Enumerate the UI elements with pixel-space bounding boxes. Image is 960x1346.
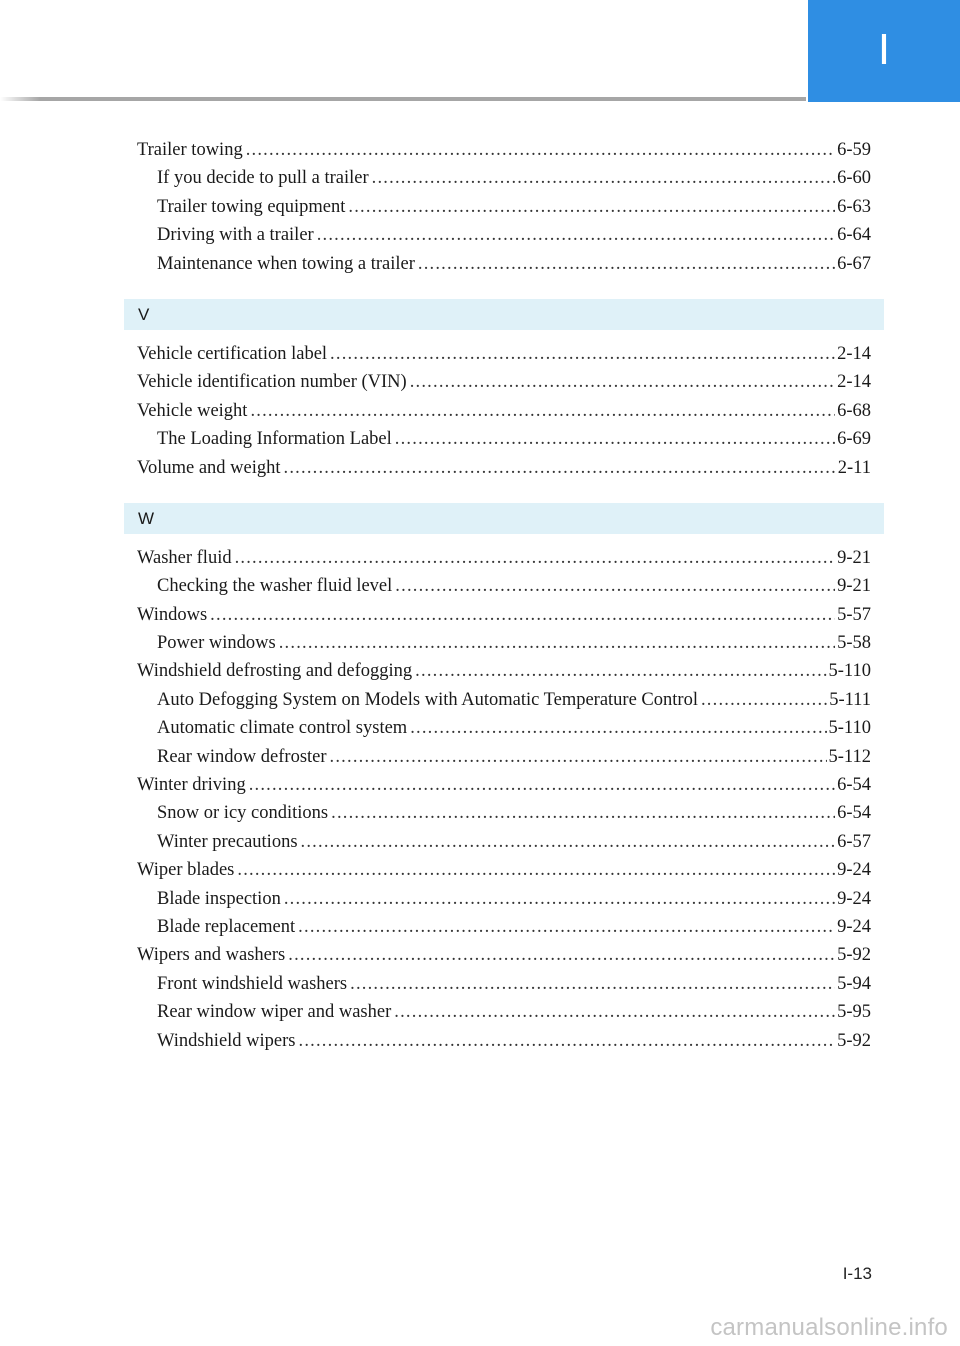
dot-leader [395, 576, 835, 597]
entry-label: Vehicle certification label [137, 343, 328, 364]
entry-page-ref: 6-57 [837, 831, 871, 852]
dot-leader [317, 225, 835, 246]
entry-label: Winter driving [137, 775, 246, 796]
dot-leader [246, 140, 835, 161]
dot-leader [284, 889, 835, 910]
index-subentry [137, 633, 871, 661]
entry-page-ref: 6-68 [837, 400, 871, 421]
entry-label: Washer fluid [137, 547, 232, 568]
entry-page-ref: 5-58 [837, 633, 871, 654]
dot-leader [415, 661, 826, 682]
header-rule-fade [0, 97, 40, 101]
entry-page-ref: 5-110 [828, 718, 871, 739]
section-heading-v: V [124, 299, 884, 330]
index-entry [137, 344, 871, 372]
index-entry [137, 945, 871, 973]
entry-page-ref: 5-57 [837, 604, 871, 625]
entry-page-ref: 6-64 [837, 225, 871, 246]
index-subentry [137, 429, 871, 457]
header-rule [0, 97, 806, 101]
entry-page-ref: 6-69 [837, 429, 871, 450]
dot-leader [301, 832, 836, 853]
entry-page-ref: 6-60 [837, 168, 871, 189]
dot-leader [250, 401, 835, 422]
entry-label: Vehicle identification number (VIN) [137, 372, 407, 393]
dot-leader [284, 458, 836, 479]
index-entry [137, 661, 871, 689]
entry-label: Wipers and washers [137, 945, 286, 966]
entry-label: Snow or icy conditions [157, 803, 329, 824]
entry-page-ref: 6-54 [837, 803, 871, 824]
index-entry [137, 401, 871, 429]
entry-label: Blade replacement [157, 916, 296, 937]
index-entry [137, 372, 871, 400]
entry-page-ref: 5-94 [837, 973, 871, 994]
entry-page-ref: 5-110 [828, 661, 871, 682]
dot-leader [372, 168, 835, 189]
index-subentry [137, 197, 871, 225]
entry-label: Maintenance when towing a trailer [157, 253, 415, 274]
entry-label: Windshield wipers [157, 1030, 296, 1051]
entry-page-ref: 9-21 [837, 547, 871, 568]
index-subentry [137, 974, 871, 1002]
index-entry [137, 775, 871, 803]
index-list [137, 140, 871, 1059]
dot-leader [288, 945, 835, 966]
entry-page-ref: 9-21 [837, 576, 871, 597]
index-subentry [137, 254, 871, 282]
dot-leader [410, 718, 826, 739]
entry-page-ref: 5-92 [837, 1030, 871, 1051]
entry-page-ref: 6-67 [837, 253, 871, 274]
entry-label: Automatic climate control system [157, 718, 408, 739]
entry-label: Volume and weight [137, 457, 281, 478]
entry-page-ref: 2-14 [837, 372, 871, 393]
entry-label: Wiper blades [137, 860, 235, 881]
index-entry [137, 605, 871, 633]
dot-leader [298, 917, 835, 938]
chapter-tab [808, 0, 960, 102]
dot-leader [395, 429, 835, 450]
dot-leader [350, 974, 835, 995]
dot-leader [249, 775, 835, 796]
entry-label: Front windshield washers [157, 973, 348, 994]
dot-leader [701, 690, 827, 711]
entry-page-ref: 9-24 [837, 860, 871, 881]
entry-page-ref: 5-95 [837, 1002, 871, 1023]
entry-label: The Loading Information Label [157, 429, 392, 450]
page-number: I-13 [842, 1264, 872, 1283]
entry-page-ref: 5-112 [828, 746, 871, 767]
entry-page-ref: 5-92 [837, 945, 871, 966]
index-subentry [137, 718, 871, 746]
section-heading-w: W [124, 503, 884, 534]
entry-page-ref: 2-14 [837, 343, 871, 364]
entry-label: Windshield defrosting and defogging [137, 661, 413, 682]
entry-page-ref: 5-111 [829, 689, 871, 710]
index-subentry [137, 690, 871, 718]
index-subentry [137, 1031, 871, 1059]
entry-label: Windows [137, 604, 208, 625]
dot-leader [235, 548, 836, 569]
entry-label: Auto Defogging System on Models with Automatic Temperature Control [157, 689, 698, 710]
entry-page-ref: 6-54 [837, 775, 871, 796]
dot-leader [348, 197, 835, 218]
dot-leader [410, 372, 835, 393]
entry-page-ref: 2-11 [837, 457, 871, 478]
index-subentry [137, 168, 871, 196]
index-entry [137, 548, 871, 576]
entry-label: Power windows [157, 633, 276, 654]
entry-page-ref: 6-59 [837, 140, 871, 160]
entry-label: Winter precautions [157, 831, 298, 852]
index-subentry [137, 832, 871, 860]
index-subentry [137, 917, 871, 945]
index-subentry [137, 747, 871, 775]
dot-leader [279, 633, 835, 654]
index-entry [137, 140, 871, 168]
chapter-letter: I [877, 25, 891, 74]
index-subentry [137, 225, 871, 253]
entry-page-ref: 9-24 [837, 888, 871, 909]
entry-page-ref: 9-24 [837, 916, 871, 937]
dot-leader [299, 1031, 836, 1052]
index-entry [137, 860, 871, 888]
entry-label: Rear window defroster [157, 746, 327, 767]
entry-label: Vehicle weight [137, 400, 248, 421]
dot-leader [394, 1002, 835, 1023]
dot-leader [331, 803, 835, 824]
entry-label: Rear window wiper and washer [157, 1002, 392, 1023]
entry-label: Driving with a trailer [157, 225, 314, 246]
index-subentry [137, 803, 871, 831]
dot-leader [330, 344, 835, 365]
index-entry [137, 458, 871, 486]
index-subentry [137, 576, 871, 604]
entry-label: If you decide to pull a trailer [157, 168, 369, 189]
entry-page-ref: 6-63 [837, 196, 871, 217]
entry-label: Trailer towing equipment [157, 196, 346, 217]
dot-leader [210, 605, 835, 626]
dot-leader [418, 254, 835, 275]
dot-leader [330, 747, 827, 768]
watermark: carmanualsonline.info [710, 1314, 948, 1341]
entry-label: Blade inspection [157, 888, 281, 909]
entry-label: Trailer towing [137, 140, 243, 160]
entry-label: Checking the washer fluid level [157, 576, 393, 597]
index-subentry [137, 1002, 871, 1030]
dot-leader [237, 860, 835, 881]
index-subentry [137, 889, 871, 917]
